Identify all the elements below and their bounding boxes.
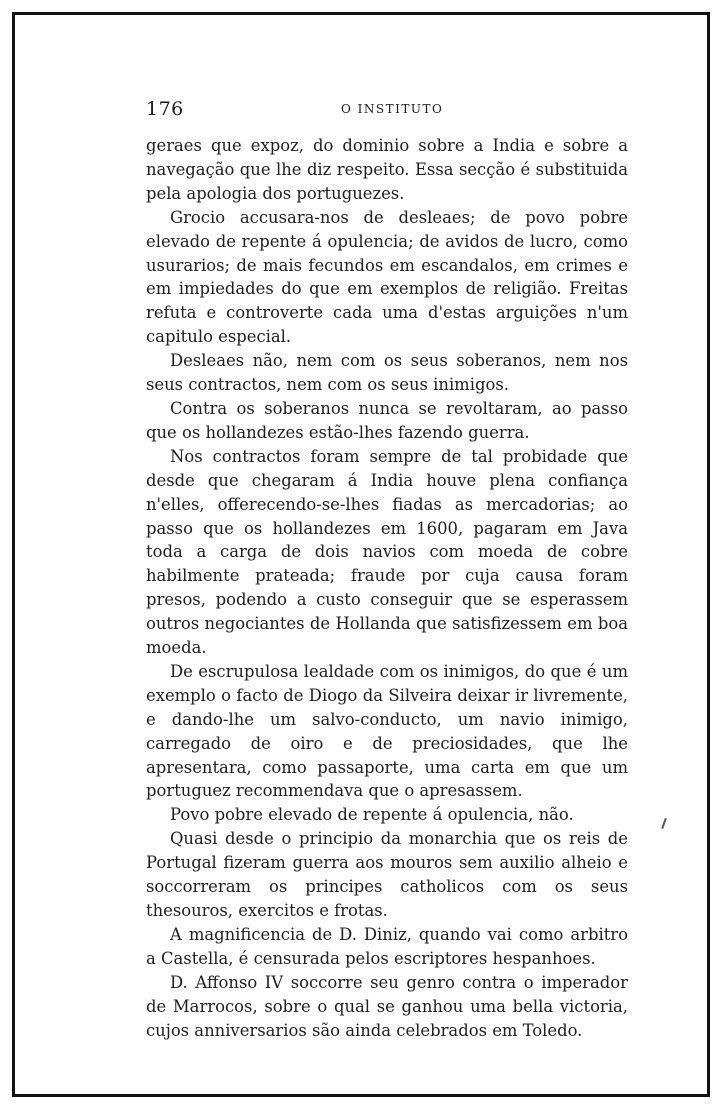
- paragraph: Contra os soberanos nunca se revoltaram, ao passo que os hollandezes estão-lhes fazendo guerra.: [146, 398, 628, 442]
- page-number: 176: [146, 98, 184, 120]
- paragraph: A magnificencia de D. Diniz, quando vai como arbitro a Castella, é censurada pelos escriptores hespanhoes.: [146, 924, 628, 968]
- paragraph: Nos contractos foram sempre de tal probidade que desde que chegaram á India houve plena confiança n'elles, offerecendo-se-lhes fiadas as mercadorias; ao passo que os hollandezes em 1600, pagaram em Java toda a carga de dois navios com moeda de cobre habilmente prateada; fraude por cuja causa foram presos, podendo a custo conseguir que se esperassem outros negociantes de Hollanda que satisfizessem em boa moeda.: [146, 446, 628, 658]
- body-text: [146, 134, 628, 1042]
- paragraph: Povo pobre elevado de repente á opulencia, não.: [170, 805, 574, 825]
- paragraph: D. Affonso IV soccorre seu genro contra o imperador de Marrocos, sobre o qual se ganhou uma bella victoria, cujos anniversarios são ainda celebrados em Toledo.: [146, 972, 628, 1040]
- header-title: O INSTITUTO: [341, 102, 444, 116]
- paragraph-continued: geraes que expoz, do dominio sobre a India e sobre a navegação que lhe diz respeito. Essa secção é substituida pela apologia dos portuguezes.: [146, 136, 628, 203]
- running-header: [146, 97, 628, 121]
- paragraph: Desleaes não, nem com os seus soberanos, nem nos seus contractos, nem com os seus inimigos.: [146, 351, 628, 395]
- paragraph: De escrupulosa lealdade com os inimigos, do que é um exemplo o facto de Diogo da Silveira deixar ir livremente, e dando-lhe um salvo-conducto, um navio inimigo, carregado de oiro e de preciosidades, que lhe apresentara, como passaporte, uma carta em que um portuguez recommendava que o apresassem.: [146, 661, 628, 801]
- paragraph: Grocio accusara-nos de desleaes; de povo pobre elevado de repente á opulencia; de avidos de lucro, como usurarios; de mais fecundos em escandalos, em crimes e em impiedades do que em exemplos de religião. Freitas refuta e controverte cada uma d'estas arguições n'um capitulo especial.: [146, 207, 628, 347]
- paragraph: Quasi desde o principio da monarchia que os reis de Portugal fizeram guerra aos mouros sem auxilio alheio e soccorreram os principes catholicos com os seus thesouros, exercitos e frotas.: [146, 829, 628, 920]
